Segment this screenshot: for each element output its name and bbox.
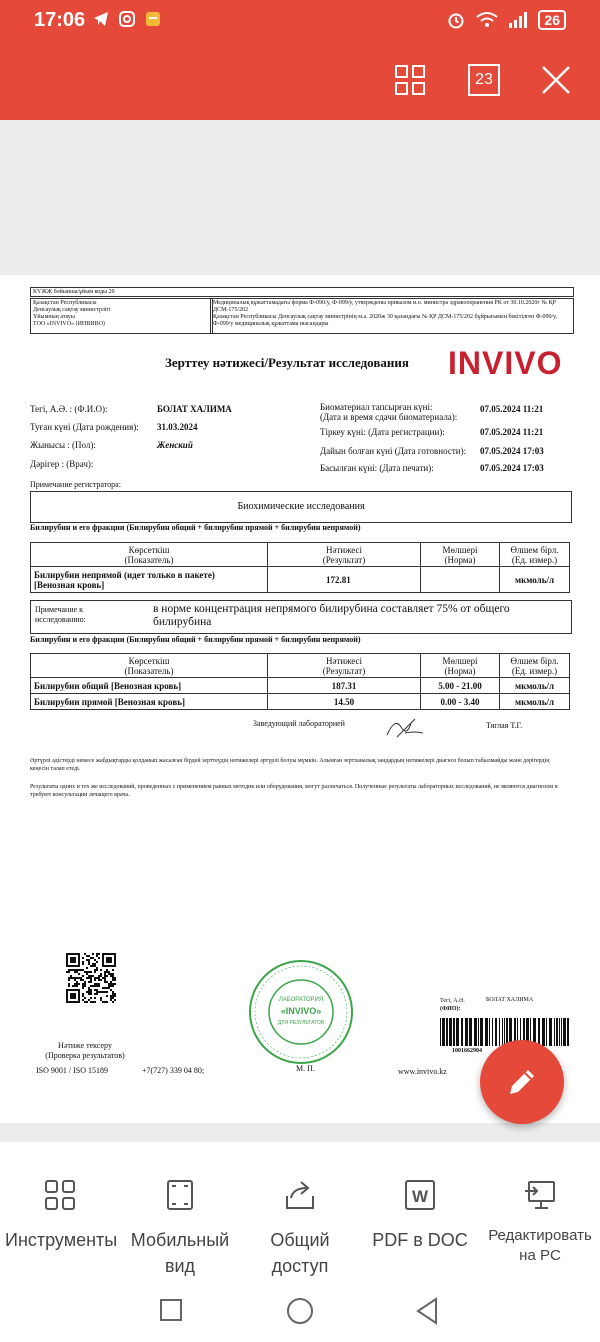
sex-value: Женский [157,440,193,450]
signature-icon [385,715,425,739]
study-note [30,600,572,634]
print-label: Басылған күні: (Дата печати): [320,463,434,473]
row2-unit: мкмоль/л [500,678,570,694]
stamp-bot: ДЛЯ РЕЗУЛЬТАТОВ [277,1020,325,1026]
row2-name: Билирубин общий [Венозная кровь] [31,678,268,694]
header-left: Қазақстан Республикасы Денсаулық сақтау министрлігі Ұйымның атауы ТОО «INVIVO» (ИНВИВО) [30,298,213,334]
iso-label: ISO 9001 / ISO 15189 [36,1066,109,1075]
mobile-view-icon [163,1178,197,1212]
share-label: Общий доступ [270,1230,330,1276]
share-icon [283,1178,317,1212]
edit-fab-button[interactable] [480,1040,564,1124]
sex-label: Жынысы : (Пол): [30,440,96,450]
edit-on-pc-label: Редактировать на PC [488,1227,592,1264]
system-nav-bar [0,1277,600,1342]
table-row [31,694,570,710]
row2-result: 187.31 [268,678,421,694]
stamp-top: ЛАБОРАТОРИЯ [278,997,324,1003]
results-table-2 [30,653,570,710]
status-time: 17:06 [34,9,86,31]
tools-icon [43,1178,77,1212]
triangle-back-icon [414,1297,440,1325]
edit-on-pc-icon [523,1178,557,1212]
row1-unit: мкмоль/л [500,567,570,593]
head-lab-label: Заведующий лабораторией [253,719,345,728]
close-button[interactable] [536,60,576,100]
status-bar [0,0,600,40]
head-lab-name: Тяглая Т.Г. [486,721,523,730]
table-row [31,678,570,694]
svg-text:W: W [411,1187,429,1206]
battery-level: 26 [538,10,566,30]
grid-icon [394,64,426,96]
col-norm: Мөлшері (Норма) [421,654,500,678]
ready-date: 07.05.2024 17:03 [480,446,544,456]
col-unit: Өлшем бірл. (Ед. измер.) [500,654,570,678]
barcode-fio-label: Тегі, А.Ә. (ФИО): [440,998,465,1012]
tools-label: Инструменты [5,1230,118,1250]
grid-view-button[interactable] [390,60,430,100]
col-indicator: Көрсеткіш (Показатель) [31,543,268,567]
home-button[interactable] [286,1297,314,1325]
mobile-view-label: Мобильный вид [130,1230,230,1276]
print-date: 07.05.2024 17:03 [480,463,544,473]
fio-value: БОЛАТ ХАЛИМА [157,404,232,414]
reg-label: Тіркеу күні: (Дата регистрации): [320,427,445,437]
col-indicator: Көрсеткіш (Показатель) [31,654,268,678]
tools-button[interactable] [0,1142,120,1277]
group2-title: Билирубин и его фракции (Билирубин общий + билирубин прямой + билирубин непрямой) [30,635,361,644]
telegram-icon [92,10,110,28]
mp-label: М. П. [296,1064,315,1073]
qr-code-icon [66,953,116,1003]
row1-norm [421,567,500,593]
invivo-logo: INVIVO [448,345,563,381]
barcode-icon [440,1018,570,1046]
col-norm: Мөлшері (Норма) [421,543,500,567]
notes-icon [144,10,162,28]
barcode-fio: БОЛАТ ХАЛИМА [486,997,534,1003]
row3-name: Билирубин прямой [Венозная кровь] [31,694,268,710]
status-right [446,10,566,30]
study-note-text: в норме концентрация непрямого билирубина составляет 75% от общего билирубина [153,603,510,628]
header-right: Медициналық құжаттамадағы форма Ф-090/у, Ф-099/у, утверждены приказом и.о. министра здравоохранения РК от 30.10.2020г № ҚР ДСМ-175/202 Қазақстан Республикасы Денсаулық сақтау министрінің м.а. 2020ж 30 қазандағы № ҚР ДСМ-175/202 бұйрығымен бекітілген Ф-090/у, Ф-099/у медициналық құжаттама нысандары [210,298,574,334]
section-title: Биохимические исследования [30,491,572,523]
row2-norm: 5.00 - 21.00 [421,678,500,694]
edit-on-pc-button[interactable] [480,1142,600,1277]
doctor-label: Дәрігер : (Врач): [30,459,94,469]
ready-label: Дайын болған күні (Дата готовности): [320,446,467,456]
word-icon [403,1178,437,1212]
col-result: Нәтижесі (Результат) [268,654,421,678]
pdf-to-doc-button[interactable] [360,1142,480,1277]
bottom-action-bar [0,1142,600,1277]
circle-icon [286,1297,314,1325]
square-icon [160,1299,182,1321]
disclaimer-kz: Әртүрлі әдістерді немесе жабдықтарды қолданып жасалған бірдей зерттеудің нәтижелері әртүрлі болуы мүмкін. Алынған зертханалық зандардың нәтижелері диагноз болып табылмайды және дәрігердің кеңесін талап етеді. [30,758,550,772]
disclaimer-ru: Результаты одних и тех же исследований, проведенных с применением равных методик или оборудования, могут различаться. Полученные результаты лабораторных исследований, не являются диагнозом и требуют консультации лечащего врача. [30,784,558,798]
recents-button[interactable] [160,1299,182,1321]
study-note-label: Примечание к исследованию: [35,605,86,624]
dob-value: 31.03.2024 [157,422,198,432]
status-app-icons [92,10,162,28]
mobile-view-button[interactable] [120,1142,240,1277]
row1-result: 172.81 [268,567,421,593]
pdf-to-doc-label: PDF в DOC [372,1230,468,1250]
reg-date: 07.05.2024 11:21 [480,427,544,437]
share-button[interactable] [240,1142,360,1277]
bio-label: Биоматериал тапсырған күні: (Дата и время сдачи биоматериала): [320,402,458,422]
col-result: Нәтижесі (Результат) [268,543,421,567]
signal-icon [508,12,528,28]
results-table-1 [30,542,570,593]
close-icon [541,65,571,95]
barcode-number: 1001662904 [452,1048,482,1054]
page-count: 23 [468,64,500,96]
pencil-icon [506,1066,538,1098]
instagram-icon [118,10,136,28]
group1-title: Билирубин и его фракции (Билирубин общий + билирубин прямой + билирубин непрямой) [30,523,361,532]
row1-name: Билирубин непрямой (идет только в пакете) [Венозная кровь] [31,567,268,593]
row3-unit: мкмоль/л [500,694,570,710]
alarm-icon [446,10,466,30]
row3-norm: 0.00 - 3.40 [421,694,500,710]
phone-label: +7(727) 339 04 80; [142,1066,205,1075]
fio-label: Тегі, А.Ә. : (Ф.И.О): [30,404,108,414]
document-title: Зерттеу нәтижесі/Результат исследования [165,355,409,370]
bio-date: 07.05.2024 11:21 [480,404,544,414]
dob-label: Туған күні (Дата рождения): [30,422,139,432]
stamp-mid: «INVIVO» [280,1006,322,1016]
table-row [31,567,570,593]
viewer-toolbar [0,40,600,120]
wifi-icon [476,11,498,29]
site-label: www.invivo.kz [398,1067,447,1076]
page-count-button[interactable] [464,60,504,100]
verify-label: Нәтиже тексеру (Проверка результатов) [45,1041,125,1060]
col-unit: Өлшем бірл. (Ед. измер.) [500,543,570,567]
org-code: КҮЖЖ бойынша/ұйым коды 20 [30,287,574,297]
document-page [0,275,600,1123]
registrar-note: Примечание регистратора: [30,480,121,489]
back-button[interactable] [414,1297,440,1325]
row3-result: 14.50 [268,694,421,710]
